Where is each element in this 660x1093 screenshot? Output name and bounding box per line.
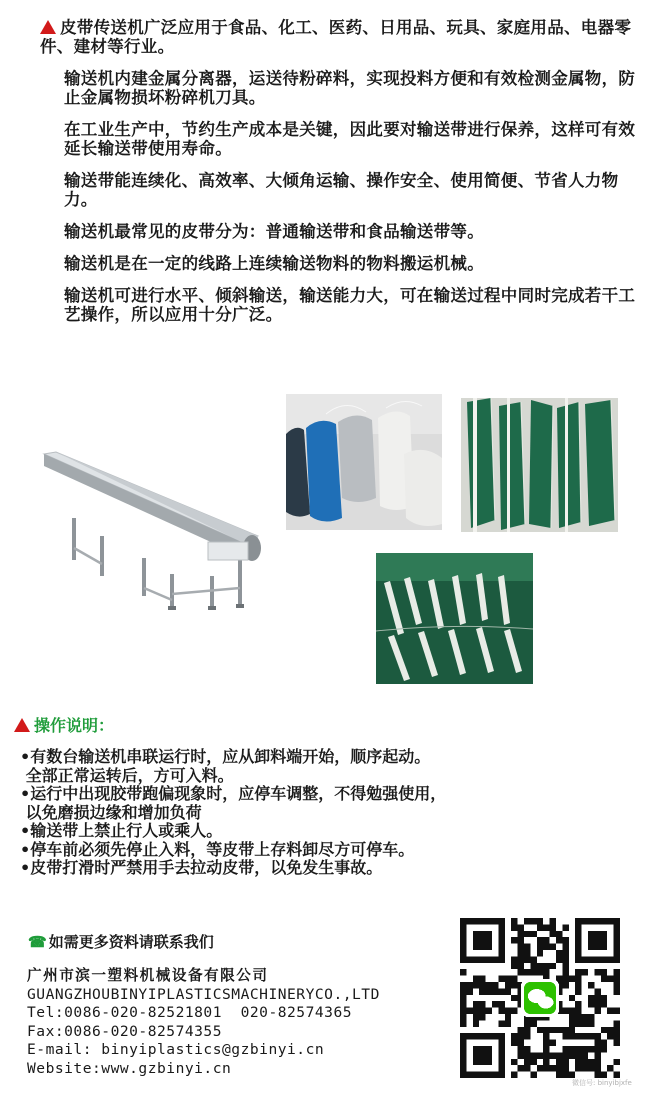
intro-paragraph: 输送机可进行水平、倾斜输送，输送能力大，可在输送过程中同时完成若干工艺操作，所以应用十分广泛。 (64, 286, 636, 324)
conveyor-machine-photo (40, 448, 268, 618)
contact-heading: ☎ 如需更多资料请联系我们 (28, 933, 214, 951)
website-line[interactable]: Website:www.gzbinyi.cn (27, 1059, 232, 1077)
wechat-qr-code (460, 918, 620, 1078)
green-belts-photo (461, 398, 618, 532)
intro-paragraph: 输送带能连续化、高效率、大倾角运输、操作安全、使用简便、节省人力物力。 (64, 171, 619, 209)
company-name-en: GUANGZHOUBINYIPLASTICSMACHINERYCO.,LTD (27, 985, 380, 1003)
fax-line: Fax:0086-020-82574355 (27, 1022, 223, 1040)
intro-paragraph: 皮带传送机广泛应用于食品、化工、医药、日用品、玩具、家庭用品、电器零件、建材等行业。 (40, 18, 632, 56)
phone-icon: ☎ (28, 933, 47, 951)
watermark: 微信号: binyibjxfe (572, 1079, 632, 1087)
operations-title: 操作说明： (14, 713, 114, 736)
intro-paragraph: 输送机内建金属分离器，运送待粉碎料，实现投料方便和有效检测金属物，防止金属物损坏粉碎机刀具。 (64, 69, 636, 107)
tel-line: Tel:0086-020-82521801 020-82574365 (27, 1004, 353, 1021)
intro-paragraph: 在工业生产中，节约生产成本是关键，因此要对输送带进行保养，这样可有效延长输送带使用寿命。 (64, 120, 636, 158)
warning-triangle-icon (14, 718, 30, 732)
warning-triangle-icon (40, 20, 56, 34)
belt-samples-photo (286, 394, 442, 530)
company-info (27, 967, 380, 1078)
operation-item: •输送带上禁止行人或乘人。 (20, 821, 223, 840)
intro-section (40, 18, 640, 337)
operation-item: •运行中出现胶带跑偏现象时，应停车调整，不得勉强使用， 以免磨损边缘和增加负荷 (20, 784, 447, 822)
cleated-belt-photo (376, 553, 533, 684)
intro-paragraph: 输送机是在一定的线路上连续输送物料的物料搬运机械。 (64, 254, 484, 273)
operation-item: •停车前必须先停止入料，等皮带上存料卸尽方可停车。 (20, 839, 415, 859)
operation-item: •皮带打滑时严禁用手去拉动皮带，以免发生事故。 (20, 858, 383, 877)
email-line[interactable]: E-mail: binyiplastics@gzbinyi.cn (27, 1041, 325, 1058)
operations-list (20, 748, 580, 878)
operation-item: •有数台输送机串联运行时，应从卸料端开始，顺序起动。 全部正常运转后，方可入料。 (20, 747, 431, 785)
company-name-cn: 广州市滨一塑料机械设备有限公司 (27, 967, 269, 984)
intro-paragraph: 输送机最常见的皮带分为：普通输送带和食品输送带等。 (64, 222, 484, 241)
